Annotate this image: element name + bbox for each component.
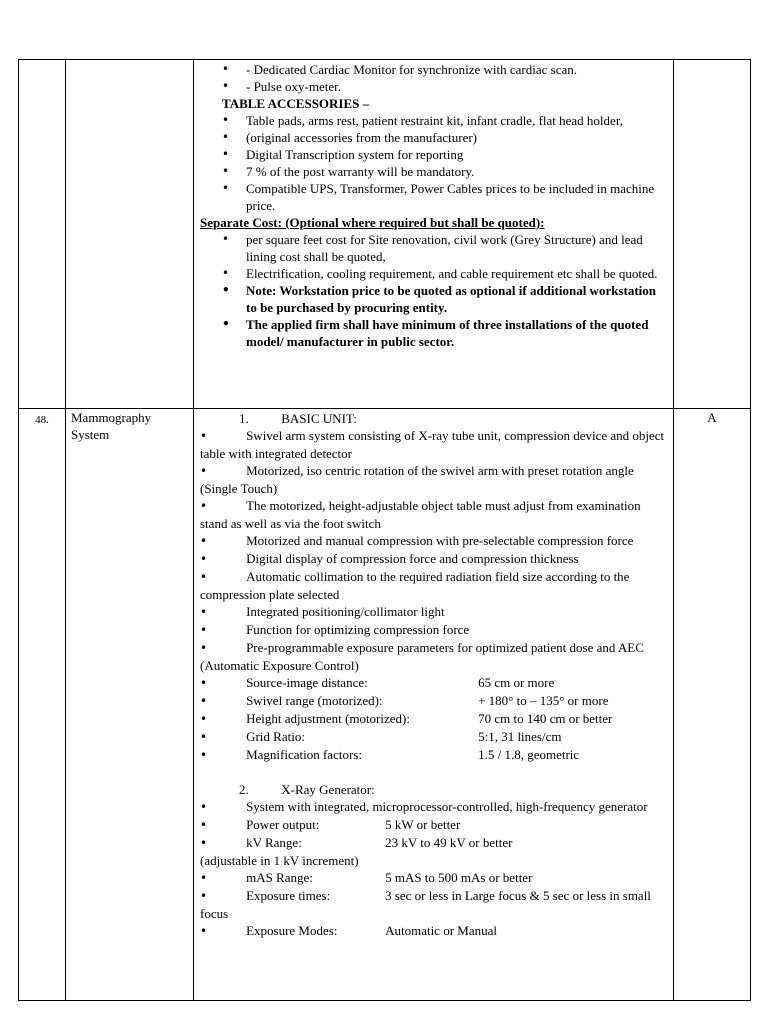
bullet-glyph: • <box>200 836 208 850</box>
table-row <box>19 60 751 409</box>
bullet-glyph: • <box>200 871 208 885</box>
bullet-glyph: • <box>200 429 208 443</box>
item-text: Digital display of compression force and compression thickness <box>246 551 579 566</box>
table-accessories-heading: TABLE ACCESSORIES – <box>222 96 370 111</box>
bullet-glyph: • <box>200 605 208 619</box>
param-value: 5:1, 31 lines/cm <box>478 729 562 744</box>
generator-heading <box>200 781 665 798</box>
bullet-glyph: • <box>200 694 208 708</box>
sn-cell: 48. <box>19 409 66 1001</box>
param-label: Grid Ratio: <box>246 729 305 744</box>
spacer <box>200 764 665 781</box>
specification-cell <box>194 60 674 409</box>
list-item: • - Pulse oxy-meter. <box>200 78 665 95</box>
list-item <box>200 427 665 462</box>
bullet-glyph: • <box>200 924 208 938</box>
bullet-glyph: • <box>200 623 208 637</box>
list-item: • 7 % of the post warranty will be mandatory. <box>200 163 665 180</box>
param-label: Swivel range (motorized): <box>246 693 383 708</box>
param-row <box>200 869 665 887</box>
basic-unit-items <box>200 427 665 674</box>
param-value: 5 mAS to 500 mAs or better <box>385 870 533 885</box>
bullet-glyph: • <box>200 464 208 478</box>
bullet-glyph: • <box>200 889 208 903</box>
list-item: • Note: Workstation price to be quoted as optional if additional workstation to be purchased by procuring entity. <box>200 282 665 316</box>
bullet-glyph: • <box>200 499 208 513</box>
basic-unit-heading <box>200 410 665 427</box>
item-text: Swivel arm system consisting of X-ray tube unit, compression device and object table with integrated detector <box>200 428 665 461</box>
code-cell <box>674 60 751 409</box>
list-item <box>200 639 665 674</box>
param-value: 70 cm to 140 cm or better <box>478 711 613 726</box>
param-label: kV Range: <box>246 835 302 850</box>
bullet-glyph: • <box>200 552 208 566</box>
param-value: Automatic or Manual <box>385 923 497 938</box>
bullet-glyph: • <box>200 730 208 744</box>
item-text: Integrated positioning/collimator light <box>246 604 445 619</box>
bullet-glyph: • <box>200 800 208 814</box>
list-item <box>200 603 665 621</box>
bullet-glyph: • <box>200 641 208 655</box>
param-value: 3 sec or less in Large focus & 5 sec or less in small focus <box>200 888 651 921</box>
param-value: 65 cm or more <box>478 675 555 690</box>
param-row <box>200 710 665 728</box>
bullet-glyph: • <box>200 712 208 726</box>
param-row <box>200 922 665 940</box>
param-row <box>200 728 665 746</box>
param-value: 23 kV to 49 kV or better <box>385 835 513 850</box>
list-item: • per square feet cost for Site renovation, civil work (Grey Structure) and lead lining cost shall be quoted, <box>200 231 665 265</box>
list-item <box>200 621 665 639</box>
item-text: The motorized, height-adjustable object table must adjust from examination stand as well as via the foot switch <box>200 498 641 531</box>
separate-cost-list <box>200 231 665 350</box>
item-name-cell: Mammography System <box>66 409 194 1001</box>
param-label: Height adjustment (motorized): <box>246 711 410 726</box>
item-text: Function for optimizing compression force <box>246 622 470 637</box>
item-text: Automatic collimation to the required radiation field size according to the compression plate selected <box>200 569 630 602</box>
list-item: • Digital Transcription system for reporting <box>200 146 665 163</box>
list-item <box>200 550 665 568</box>
table-row <box>19 409 751 1001</box>
param-row <box>200 746 665 764</box>
specification-cell <box>194 409 674 1001</box>
bullet-glyph: • <box>200 570 208 584</box>
list-item <box>200 462 665 497</box>
top-bullet-list <box>200 61 665 95</box>
bullet-glyph: • <box>200 534 208 548</box>
param-note: (adjustable in 1 kV increment) <box>200 853 359 868</box>
item-name-cell <box>66 60 194 409</box>
item-text: Motorized, iso centric rotation of the swivel arm with preset rotation angle (Single Touch) <box>200 463 634 496</box>
code-cell: A <box>674 409 751 1001</box>
list-item: • - Dedicated Cardiac Monitor for synchronize with cardiac scan. <box>200 61 665 78</box>
bullet-glyph: • <box>200 818 208 832</box>
bullet-glyph: • <box>200 676 208 690</box>
param-value: + 180° to – 135° or more <box>478 693 609 708</box>
list-item: • Compatible UPS, Transformer, Power Cables prices to be included in machine price. <box>200 180 665 214</box>
list-item: • Table pads, arms rest, patient restraint kit, infant cradle, flat head holder, <box>200 112 665 129</box>
item-text: System with integrated, microprocessor-controlled, high-frequency generator <box>246 799 648 814</box>
list-item <box>200 568 665 603</box>
param-row <box>200 674 665 692</box>
sn-cell <box>19 60 66 409</box>
accessories-list <box>200 112 665 214</box>
param-row <box>200 816 665 834</box>
param-row <box>200 887 665 922</box>
param-value: 5 kW or better <box>385 817 461 832</box>
item-text: Pre-programmable exposure parameters for optimized patient dose and AEC (Automatic Exposure Control) <box>200 640 644 673</box>
separate-cost-heading: Separate Cost: (Optional where required but shall be quoted): <box>200 215 545 230</box>
generator-heading-text: 2. X-Ray Generator: <box>239 782 375 797</box>
list-item <box>200 497 665 532</box>
list-item: • The applied firm shall have minimum of three installations of the quoted model/ manufacturer in public sector. <box>200 316 665 350</box>
specification-table <box>18 59 751 1001</box>
param-row <box>200 692 665 710</box>
param-value: 1.5 / 1.8, geometric <box>478 747 580 762</box>
param-label: Source-image distance: <box>246 675 368 690</box>
param-label: Magnification factors: <box>246 747 362 762</box>
param-row <box>200 834 665 852</box>
list-item <box>200 532 665 550</box>
param-label: mAS Range: <box>246 870 313 885</box>
list-item: • Electrification, cooling requirement, and cable requirement etc shall be quoted. <box>200 265 665 282</box>
list-item <box>200 798 665 816</box>
basic-unit-heading-text: 1. BASIC UNIT: <box>239 411 357 426</box>
generator-params <box>200 816 665 940</box>
basic-unit-params <box>200 674 665 764</box>
param-label: Exposure Modes: <box>246 923 338 938</box>
bullet-glyph: • <box>200 748 208 762</box>
param-label: Power output: <box>246 817 320 832</box>
param-label: Exposure times: <box>246 888 331 903</box>
list-item: • (original accessories from the manufacturer) <box>200 129 665 146</box>
item-text: Motorized and manual compression with pre-selectable compression force <box>246 533 634 548</box>
